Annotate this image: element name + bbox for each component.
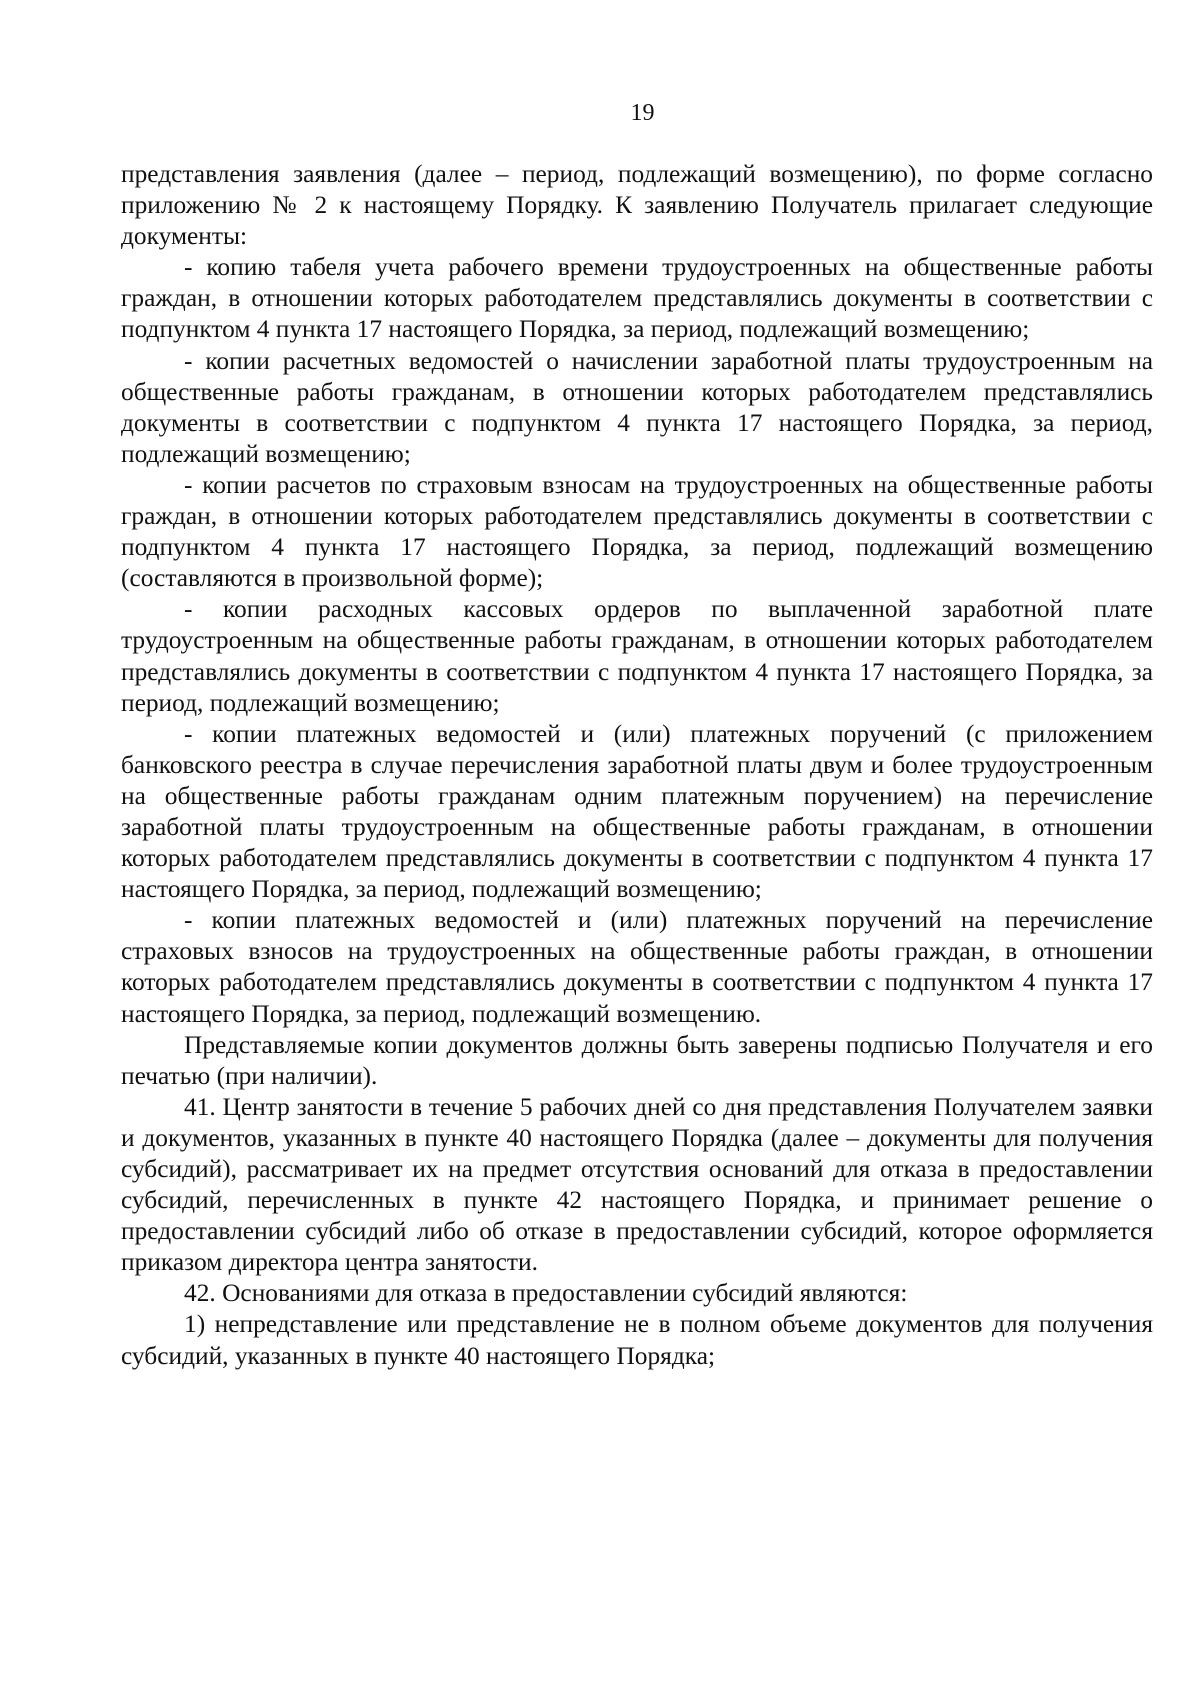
paragraph-certification: Представляемые копии документов должны быть заверены подписью Получателя и его печатью (при наличии). — [121, 1030, 1153, 1090]
paragraph-clause-42-item-1: 1) непредставление или представление не в полном объеме документов для получения субсидий, указанных в пункте 40 настоящего Порядка; — [121, 1310, 1153, 1370]
paragraph-clause-41: 41. Центр занятости в течение 5 рабочих дней со дня представления Получателем заявки и документов, указанных в пункте 40 настоящего Порядка (далее – документы для получения субсидий), рассматривает их на предмет отсутствия оснований для отказа в предоставлении субсидий, перечисленных в пункте 42 настоящего Порядка, и принимает решение о предоставлении субсидий либо об отказе в предоставлении субсидий, которое оформляется приказом директора центра занятости. — [121, 1092, 1153, 1277]
paragraph-clause-42: 42. Основаниями для отказа в предоставлении субсидий являются: — [184, 1279, 908, 1308]
list-item-timesheet: - копию табеля учета рабочего времени трудоустроенных на общественные работы граждан, в отношении которых работодателем представлялись документы в соответствии с подпунктом 4 пункта 17 настоящего Порядка, за период, подлежащий возмещению; — [121, 253, 1153, 344]
document-body — [121, 159, 1153, 1372]
list-item-insurance-calculations: - копии расчетов по страховым взносам на трудоустроенных на общественные работы граждан, в отношении которых работодателем представлялись документы в соответствии с подпунктом 4 пункта 17 настоящего Порядка, за период, подлежащий возмещению (составляются в произвольной форме); — [121, 470, 1153, 593]
list-item-cash-orders: - копии расходных кассовых ордеров по выплаченной заработной плате трудоустроенным на общественные работы гражданам, в отношении которых работодателем представлялись документы в соответствии с подпунктом 4 пункта 17 настоящего Порядка, за период, подлежащий возмещению; — [121, 595, 1153, 717]
list-item-payment-orders-wages: - копии платежных ведомостей и (или) платежных поручений (с приложением банковского реестра в случае перечисления заработной платы двум и более трудоустроенным на общественные работы гражданам одним платежным поручением) на перечисление заработной платы трудоустроенным на общественные работы гражданам, в отношении которых работодателем представлялись документы в соответствии с подпунктом 4 пункта 17 настоящего Порядка, за период, подлежащий возмещению; — [121, 719, 1153, 904]
paragraph-continuation: представления заявления (далее – период, подлежащий возмещению), по форме согласно приложению № 2 к настоящему Порядку. К заявлению Получатель прилагает следующие документы: — [121, 160, 1153, 251]
list-item-payment-orders-insurance: - копии платежных ведомостей и (или) платежных поручений на перечисление страховых взносов на трудоустроенных на общественные работы граждан, в отношении которых работодателем представлялись документы в соответствии с подпунктом 4 пункта 17 настоящего Порядка, за период, подлежащий возмещению. — [121, 906, 1153, 1028]
page-number: 19 — [630, 100, 655, 126]
list-item-payroll-statements: - копии расчетных ведомостей о начислении заработной платы трудоустроенным на общественные работы гражданам, в отношении которых работодателем представлялись документы в соответствии с подпунктом 4 пункта 17 настоящего Порядка, за период, подлежащий возмещению; — [121, 346, 1153, 468]
